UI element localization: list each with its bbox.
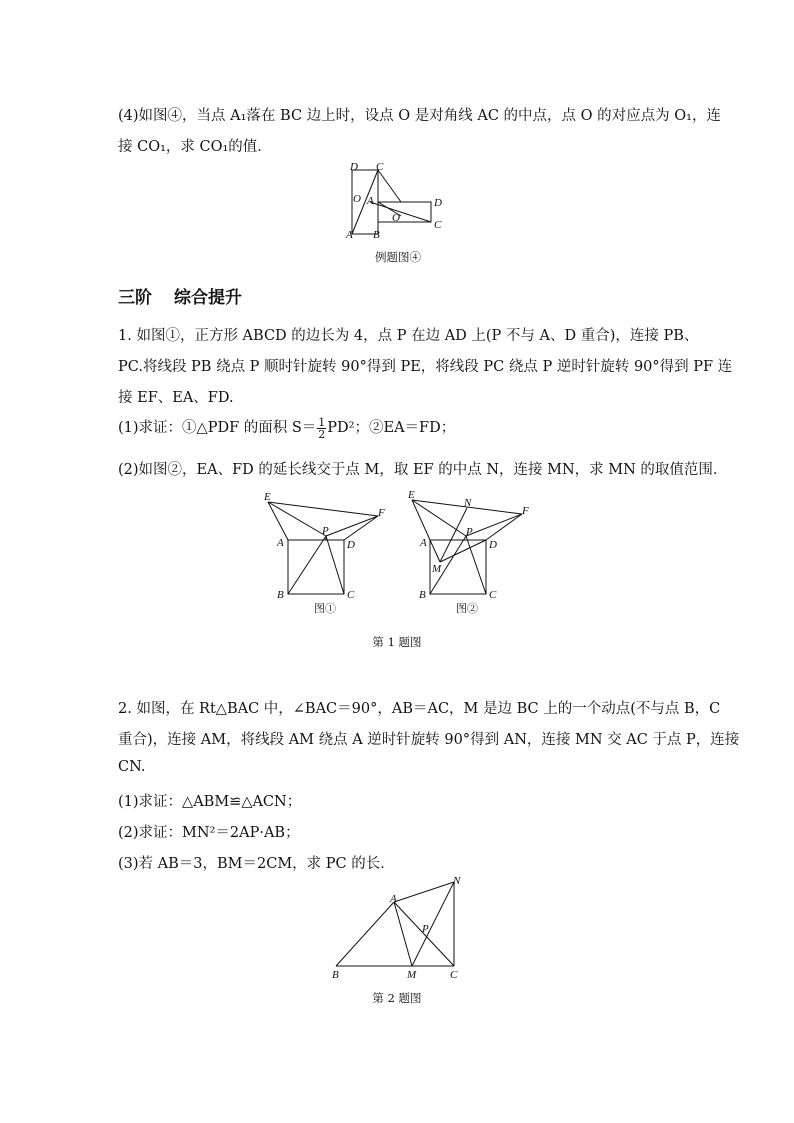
p2-label-p: P [422,923,429,935]
q4-label-o: O [353,193,361,205]
q4-label-d: D [350,161,358,173]
q4-label-c: C [376,161,384,173]
p1-fig1-label-e: E [264,491,271,503]
p1-fig2-label-a: A [420,537,427,549]
p1-fig1-label-f: F [378,507,385,519]
p1-fig2-label-d: D [489,539,497,551]
p1-fig1-label-c: C [347,589,355,601]
p2-label-n: N [453,875,461,887]
q4-text-line-2: 接 CO₁，求 CO₁的值． [118,139,272,155]
p1-fig1-caption: 图① [314,603,336,615]
p1-fig2-caption: 图② [456,603,478,615]
p2-caption: 第 2 题图 [372,991,422,1005]
q4-label-c1: C [434,219,442,231]
p1-fig2-label-m: M [432,563,442,575]
q4-caption: 例题图④ [375,250,421,264]
p2-text-line-4: (1)求证：△ABM≌△ACN； [118,794,302,810]
p1-text-line-1: 1. 如图①，正方形 ABCD 的边长为 4，点 P 在边 AD 上(P 不与 A、D 重合)，连接 PB、 [118,328,699,344]
p1-fig1-label-p: P [322,525,329,537]
fraction-denominator: 2 [318,427,326,441]
q4-label-o1: O [392,212,400,224]
p1-fig2-label-b: B [419,589,426,601]
p1-text-line-4 [118,416,455,440]
section-heading-part2: 综合提升 [174,288,242,308]
p1-fig2-label-e: E [408,489,415,501]
p2-label-c: C [450,969,458,981]
fraction-one-half [317,417,326,440]
q4-text-line-1: (4)如图④，当点 A₁落在 BC 边上时，设点 O 是对角线 AC 的中点，点 O 的对应点为 O₁，连 [118,108,721,124]
p1-fig1-label-d: D [347,539,355,551]
section-heading [118,283,264,308]
fraction-numerator: 1 [318,415,326,429]
p2-figure [326,872,476,984]
p1-figure-2 [400,486,540,614]
p2-text-line-1: 2. 如图，在 Rt△BAC 中，∠BAC＝90°，AB＝AC，M 是边 BC 上的一个动点(不与点 B，C [118,701,721,717]
p2-text-line-5: (2)求证：MN²＝2AP·AB； [118,825,300,841]
p2-label-b: B [332,969,339,981]
p1-fig2-label-f: F [522,505,529,517]
p1-caption: 第 1 题图 [372,635,422,649]
p1-text-line-5: (2)如图②，EA、FD 的延长线交于点 M，取 EF 的中点 N，连接 MN，求 MN 的取值范围． [118,462,728,478]
p2-text-line-2: 重合)，连接 AM，将线段 AM 绕点 A 逆时针旋转 90°得到 AN，连接 MN 交 AC 于点 P，连接 [118,732,740,748]
p2-label-a: A [390,893,397,905]
p1-fig1-label-a: A [277,537,284,549]
p1-text-line-3: 接 EF、EA、FD. [118,390,234,406]
q4-figure [340,158,460,244]
p1-line-4-start: (1)求证：①△PDF 的面积 S＝ [118,420,317,436]
q4-label-d1: D [434,197,442,209]
p1-figure-1 [258,486,398,614]
p1-fig1-label-b: B [277,589,284,601]
p2-text-line-6: (3)若 AB＝3，BM＝2CM，求 PC 的长． [118,856,395,872]
p1-fig2-label-c: C [489,589,497,601]
p1-text-line-2: PC.将线段 PB 绕点 P 顺时针旋转 90°得到 PE，将线段 PC 绕点 P 逆时针旋转 90°得到 PF 连 [118,359,733,375]
q4-label-a: A [346,229,353,241]
p1-fig2-label-n: N [464,497,472,509]
section-heading-part1: 三阶 [118,288,152,308]
p1-line-4-end: PD²；②EA＝FD； [327,420,456,436]
q4-label-a1: A [367,195,374,207]
q4-label-b: B [373,229,380,241]
p2-text-line-3: CN. [118,759,146,775]
p1-fig2-label-p: P [466,526,473,538]
p2-label-m: M [407,969,417,981]
